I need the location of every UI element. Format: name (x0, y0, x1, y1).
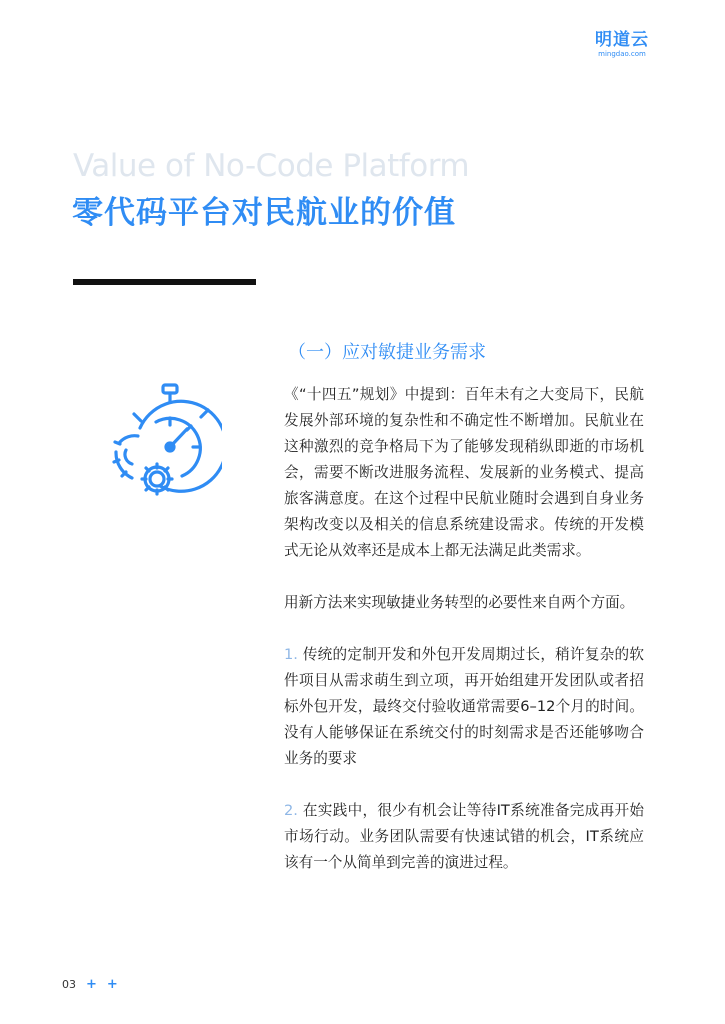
stopwatch-gears-icon (112, 380, 222, 500)
list-item-1 (284, 642, 644, 772)
brand-logo (595, 30, 649, 58)
paragraph-intro: 《“十四五”规划》中提到：百年未有之大变局下，民航发展外部环境的复杂性和不确定性不断增加。民航业在这种激烈的竞争格局下为了能够发现稍纵即逝的市场机会，需要不断改进服务流程、发展新的业务模式、提高旅客满意度。在这个过程中民航业随时会遇到自身业务架构改变以及相关的信息系统建设需求。传统的开发模式无论从效率还是成本上都无法满足此类需求。 (284, 386, 644, 559)
page-title-english: Value of No-Code Platform (73, 148, 470, 184)
paragraph-reasons: 用新方法来实现敏捷业务转型的必要性来自两个方面。 (284, 594, 635, 611)
list-number-1: 1. (284, 646, 298, 663)
logo-name: 明道云 (595, 30, 649, 50)
section-heading: （一）应对敏捷业务需求 (288, 342, 486, 363)
list-text-1: 传统的定制开发和外包开发周期过长，稍许复杂的软件项目从需求萌生到立项，再开始组建开发团队或者招标外包开发，最终交付验收通常需要6–12个月的时间。没有人能够保证在系统交付的时刻需求是否还能够吻合业务的要求 (284, 646, 644, 767)
list-item-2 (284, 798, 644, 876)
body-content (284, 382, 644, 902)
plus-icon: + (106, 977, 118, 992)
logo-domain: mingdao.com (598, 50, 646, 58)
page-number: 03 (62, 978, 76, 991)
title-underline-bar (73, 279, 256, 285)
list-text-2: 在实践中，很少有机会让等待IT系统准备完成再开始市场行动。业务团队需要有快速试错的机会，IT系统应该有一个从简单到完善的演进过程。 (284, 802, 644, 871)
page-title-chinese: 零代码平台对民航业的价值 (72, 195, 456, 231)
list-number-2: 2. (284, 802, 298, 819)
plus-icon: + (86, 977, 97, 992)
page-footer (62, 977, 118, 992)
